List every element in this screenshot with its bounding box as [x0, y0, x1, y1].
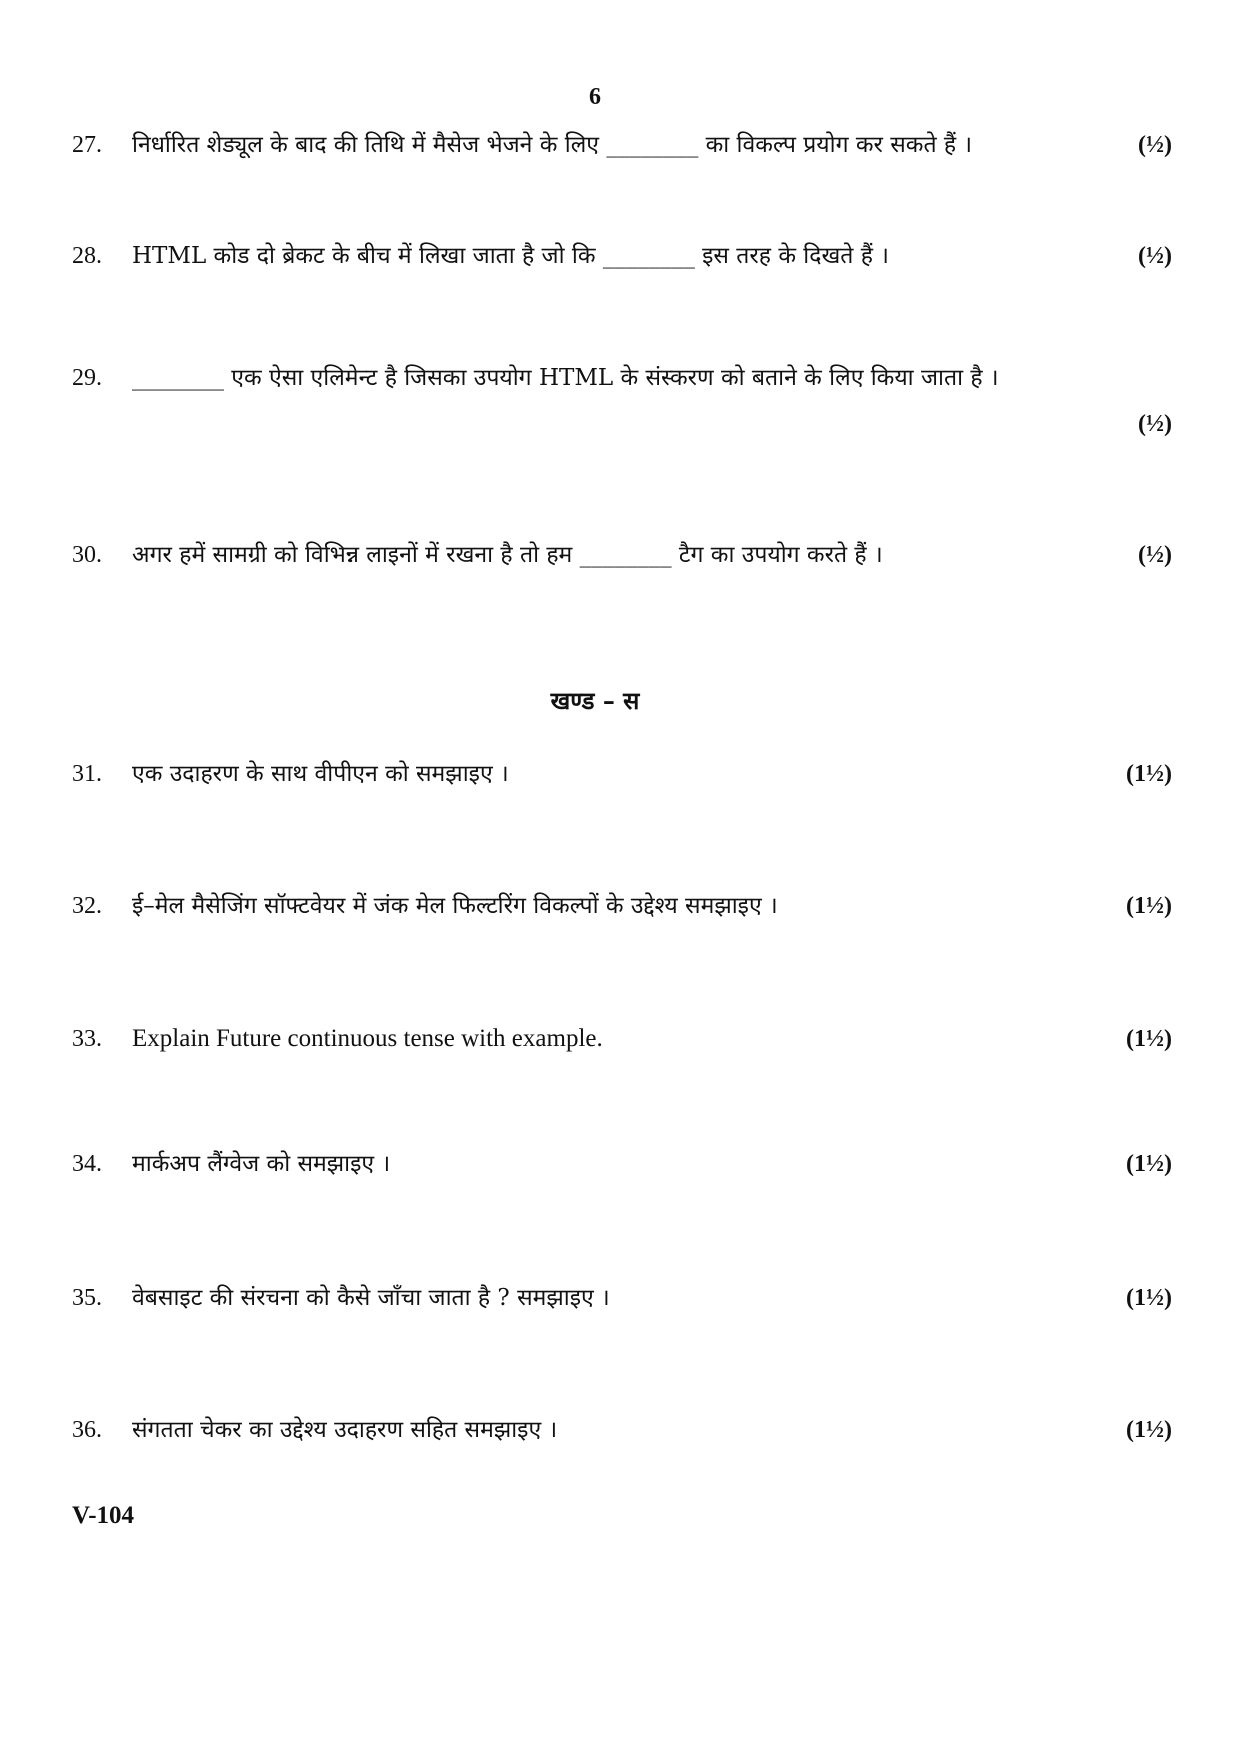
question-marks: (1½) — [1126, 1151, 1172, 1177]
question-marks: (½) — [1138, 411, 1172, 437]
page-number: 6 — [589, 84, 601, 110]
paper-code: V-104 — [72, 1502, 135, 1529]
section-heading: खण्ड – स — [550, 686, 640, 715]
question-marks: (1½) — [1126, 761, 1172, 787]
question-marks: (½) — [1138, 132, 1172, 158]
question-marks: (½) — [1138, 542, 1172, 568]
question-text: ________ एक ऐसा एलिमेन्ट है जिसका उपयोग HTML के संस्करण को बताने के लिए किया जाता है । — [132, 365, 999, 391]
question-text: वेबसाइट की संरचना को कैसे जाँचा जाता है ? समझाइए । — [132, 1285, 610, 1311]
question-text: अगर हमें सामग्री को विभिन्न लाइनों में रखना है तो हम ________ टैग का उपयोग करते हैं । — [132, 542, 883, 568]
question-text: एक उदाहरण के साथ वीपीएन को समझाइए । — [132, 761, 509, 787]
question-text: मार्कअप लैंग्वेज को समझाइए । — [132, 1151, 391, 1177]
question-text: निर्धारित शेड्यूल के बाद की तिथि में मैसेज भेजने के लिए ________ का विकल्प प्रयोग कर सकते हैं । — [132, 132, 973, 158]
question-number: 30. — [72, 542, 102, 568]
question-marks: (½) — [1138, 243, 1172, 269]
question-marks: (1½) — [1126, 1285, 1172, 1311]
question-number: 33. — [72, 1026, 102, 1052]
question-number: 32. — [72, 893, 102, 919]
question-marks: (1½) — [1126, 1026, 1172, 1052]
question-number: 34. — [72, 1151, 102, 1177]
question-text: Explain Future continuous tense with example. — [132, 1025, 603, 1052]
question-text: संगतता चेकर का उद्देश्य उदाहरण सहित समझाइए । — [132, 1417, 558, 1443]
question-text: ई–मेल मैसेजिंग सॉफ्टवेयर में जंक मेल फिल्टरिंग विकल्पों के उद्देश्य समझाइए । — [132, 893, 778, 919]
question-number: 28. — [72, 243, 102, 269]
question-marks: (1½) — [1126, 1417, 1172, 1443]
question-number: 31. — [72, 761, 102, 787]
question-text: HTML कोड दो ब्रेकट के बीच में लिखा जाता है जो कि ________ इस तरह के दिखते हैं । — [132, 243, 889, 269]
question-number: 27. — [72, 132, 102, 158]
question-number: 35. — [72, 1285, 102, 1311]
question-number: 29. — [72, 365, 102, 391]
question-number: 36. — [72, 1417, 102, 1443]
question-marks: (1½) — [1126, 893, 1172, 919]
